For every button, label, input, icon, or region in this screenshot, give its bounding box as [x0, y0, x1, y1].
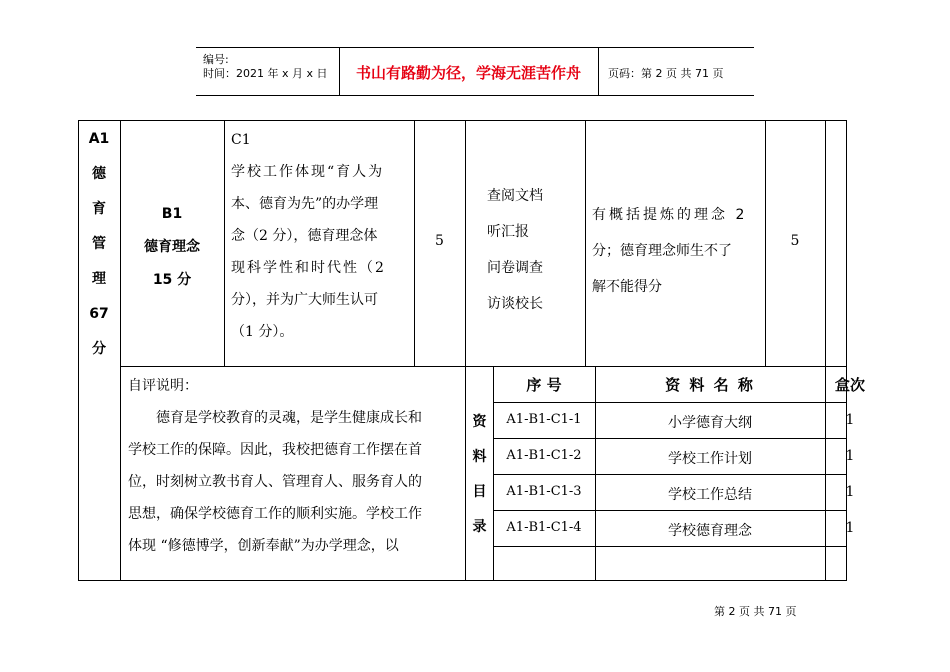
serial-number-label: 编号: — [203, 53, 229, 66]
header-top-rule — [196, 47, 754, 48]
c1-code: C1 — [231, 132, 251, 148]
self-evaluation — [128, 370, 464, 562]
a1-text-6: 分 — [92, 341, 106, 357]
catalog-box: 1 — [845, 412, 855, 428]
scoring-criteria — [592, 197, 747, 305]
catalog-box: 1 — [845, 484, 855, 500]
catalog-row-rule-3 — [493, 510, 846, 511]
catalog-seq: A1-B1-C1-4 — [506, 520, 582, 535]
catalog-name: 学校德育理念 — [668, 523, 752, 539]
method-3: 访谈校长 — [487, 296, 543, 312]
header-divider-right — [598, 47, 599, 96]
catalog-seq: A1-B1-C1-3 — [506, 484, 582, 499]
col-divider-b1 — [224, 120, 225, 366]
catalog-label-0: 资 — [472, 414, 487, 430]
self-eval-line-3: 思想，确保学校德育工作的顺利实施。学校工作 — [128, 506, 422, 522]
method-1: 听汇报 — [487, 224, 529, 240]
points-value: 5 — [435, 233, 444, 249]
criteria-line-0: 有概括提炼的理念 2 — [592, 207, 748, 223]
a1-text-3: 管 — [92, 236, 106, 252]
col-divider-a1 — [120, 120, 121, 581]
c1-line-4: 分），并为广大师生认可 — [231, 292, 378, 308]
catalog-label — [466, 405, 493, 545]
a1-text-0: A1 — [88, 131, 110, 147]
col-divider-methods — [585, 120, 586, 366]
catalog-box: 1 — [845, 448, 855, 464]
catalog-label-1: 料 — [472, 449, 487, 465]
self-eval-line-0: 德育是学校教育的灵魂，是学生健康成长和 — [156, 410, 422, 426]
catalog-name: 学校工作计划 — [668, 451, 752, 467]
method-2: 问卷调查 — [487, 260, 543, 276]
c1-line-0: 学校工作体现“育人为 — [231, 164, 385, 180]
c1-line-1: 本、德育为先”的办学理 — [231, 196, 379, 212]
indicator-c1 — [231, 124, 386, 348]
catalog-row-rule-4 — [493, 546, 846, 547]
self-eval-line-4: 体现 “修德博学，创新奉献”为办学理念，以 — [128, 538, 399, 554]
self-eval-title: 自评说明： — [128, 378, 198, 394]
a1-text-2: 育 — [92, 201, 106, 217]
catalog-header-name: 资 料 名 称 — [665, 376, 755, 394]
indicator-a1 — [78, 122, 120, 367]
self-eval-line-2: 位，时刻树立教书育人、管理育人、服务育人的 — [128, 474, 422, 490]
catalog-box: 1 — [845, 520, 855, 536]
table-border-top — [78, 120, 846, 121]
b1-score: 15 分 — [152, 272, 192, 288]
catalog-label-3: 录 — [472, 519, 487, 535]
col-divider-score — [825, 120, 826, 366]
table-border-bottom — [78, 580, 846, 581]
catalog-name: 小学德育大纲 — [668, 415, 752, 431]
self-eval-line-1: 学校工作的保障。因此，我校把德育工作摆在首 — [128, 442, 422, 458]
footer-page-number: 第 2 页 共 71 页 — [714, 605, 797, 618]
a1-text-1: 德 — [92, 166, 106, 182]
row-divider — [120, 366, 846, 367]
document-time: 时间：2021 年 x 月 x 日 — [203, 67, 328, 80]
catalog-header-seq: 序 号 — [526, 376, 562, 394]
c1-line-3: 现科学性和时代性（2 — [231, 260, 386, 276]
catalog-header-box: 盒次 — [834, 376, 865, 394]
c1-line-2: 念（2 分），德育理念体 — [231, 228, 378, 244]
score-value: 5 — [790, 233, 800, 249]
table-border-right — [846, 120, 847, 581]
criteria-line-1: 分；德育理念师生不了 — [592, 243, 732, 259]
evaluation-methods — [487, 178, 543, 322]
catalog-row-rule-1 — [493, 438, 846, 439]
page-indicator: 页码：第 2 页 共 71 页 — [608, 67, 724, 80]
catalog-label-2: 目 — [472, 484, 487, 500]
indicator-b1 — [120, 198, 224, 297]
a1-text-4: 理 — [92, 271, 106, 287]
catalog-seq: A1-B1-C1-2 — [506, 448, 582, 463]
c1-line-5: （1 分）。 — [231, 324, 294, 340]
catalog-name: 学校工作总结 — [668, 487, 752, 503]
criteria-line-2: 解不能得分 — [592, 279, 662, 295]
b1-code: B1 — [161, 206, 183, 222]
header-bottom-rule — [196, 95, 754, 96]
catalog-row-rule-2 — [493, 474, 846, 475]
catalog-seq: A1-B1-C1-1 — [506, 412, 582, 427]
b1-name: 德育理念 — [144, 239, 200, 255]
method-0: 查阅文档 — [487, 188, 543, 204]
header-motto: 书山有路勤为径，学海无涯苦作舟 — [355, 64, 581, 82]
catalog-header-rule — [493, 402, 846, 403]
a1-text-5: 67 — [89, 306, 109, 322]
